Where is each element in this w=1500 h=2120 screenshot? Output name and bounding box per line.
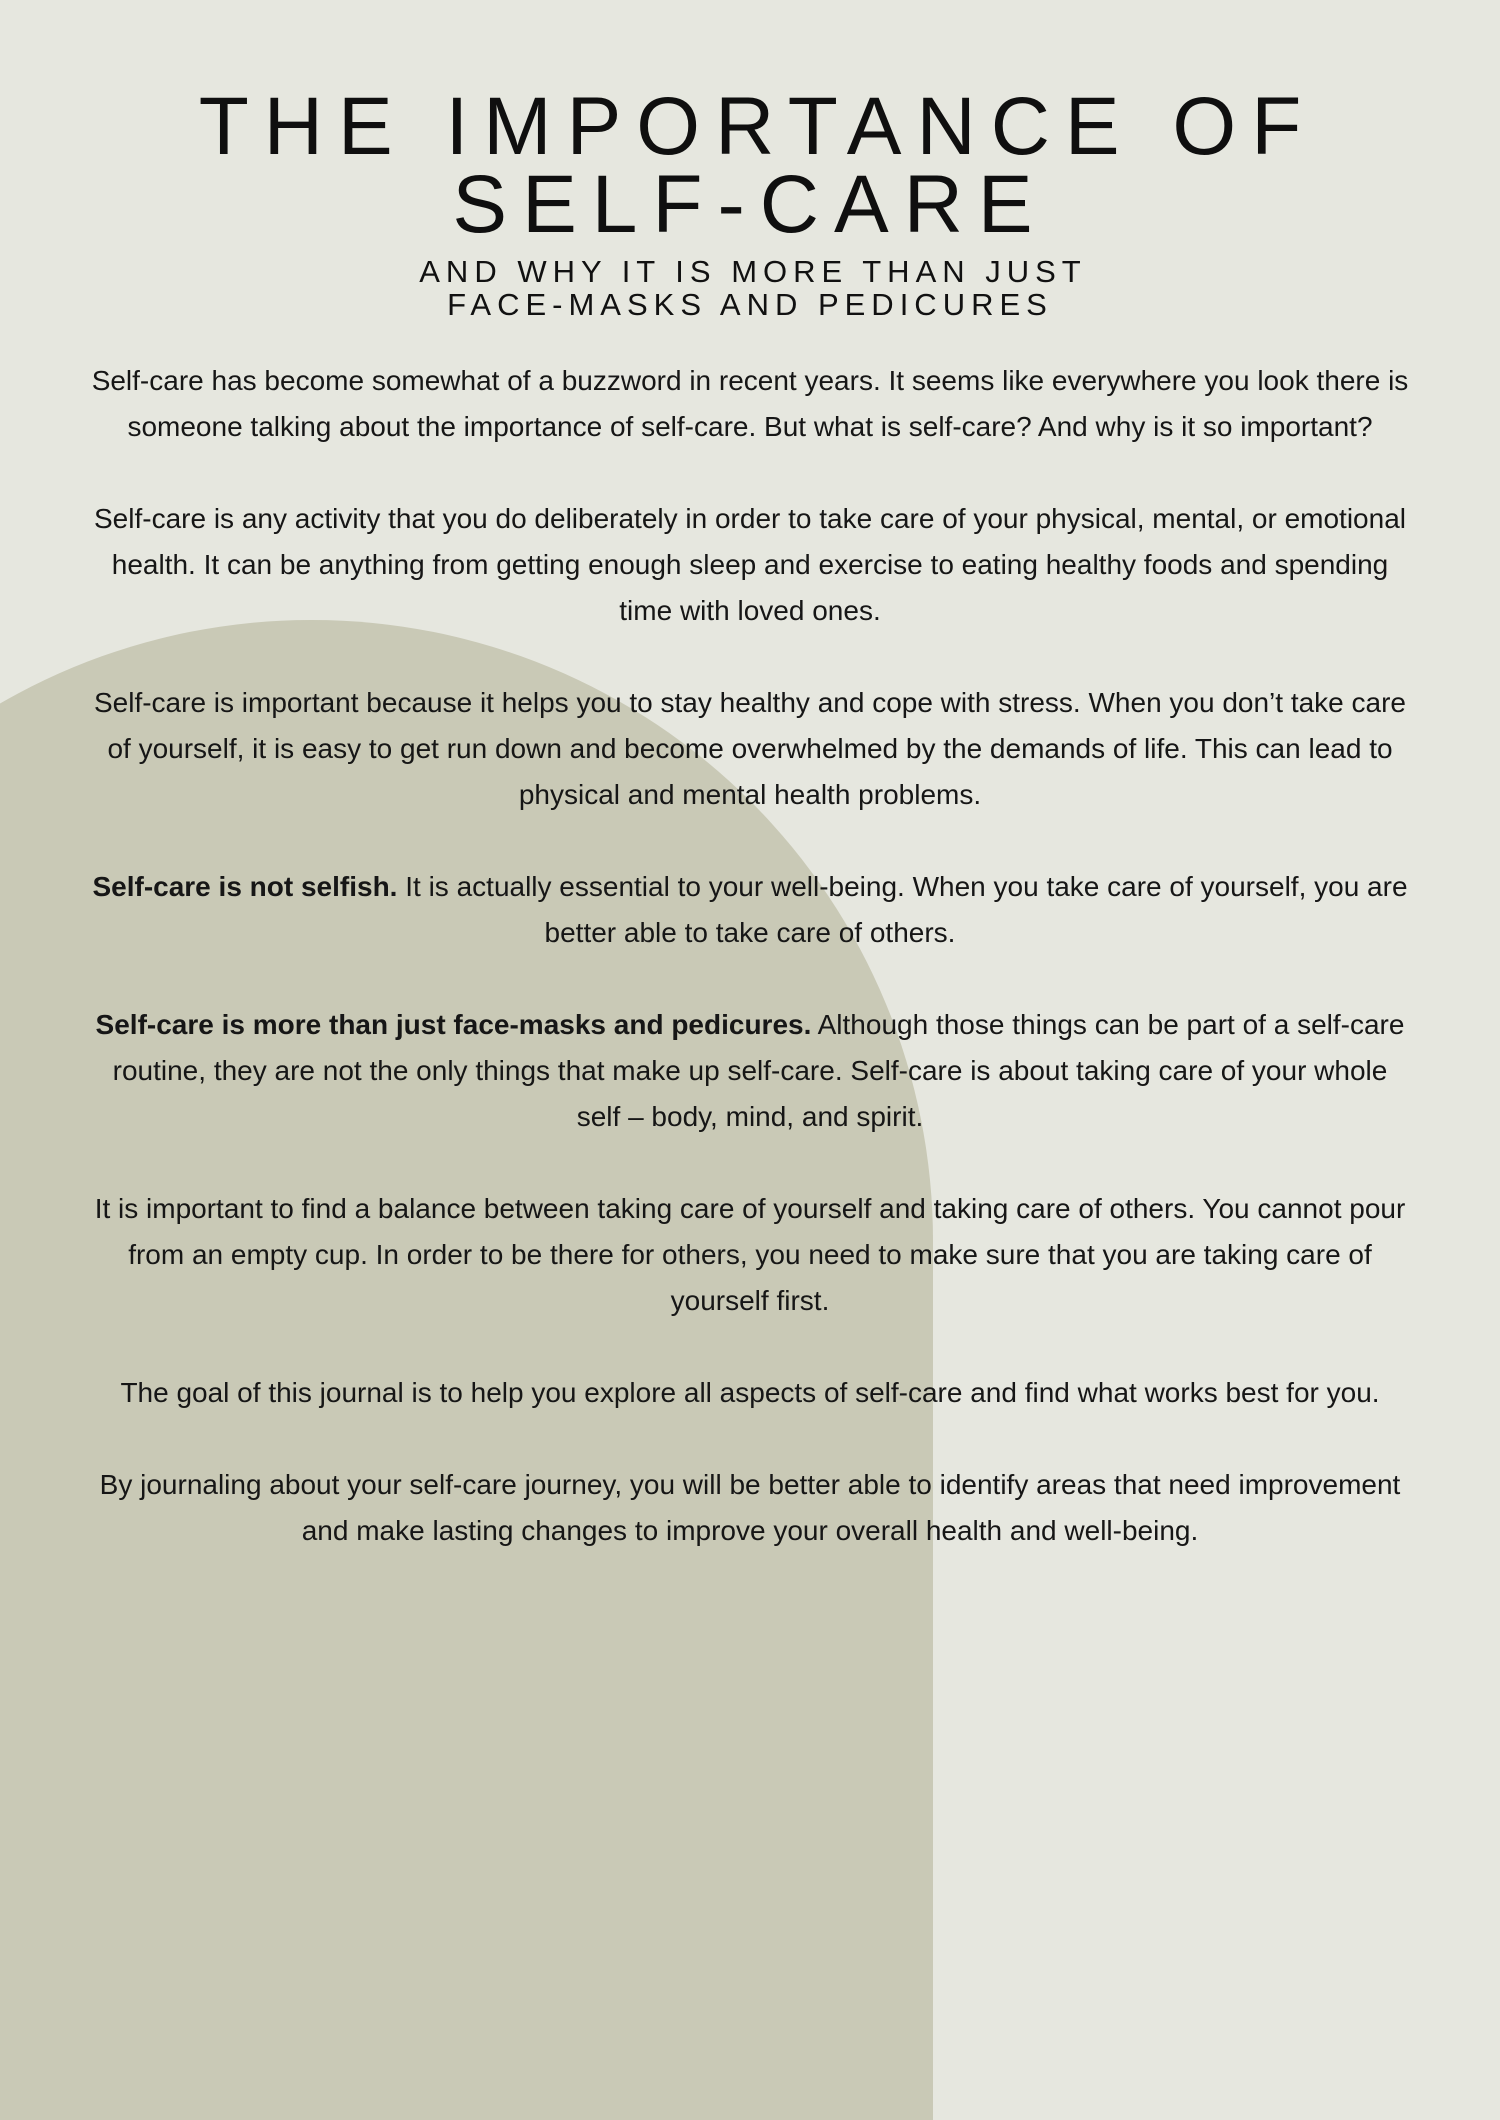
paragraph-4-text: It is actually essential to your well-being. When you take care of yourself, you are better able to take care of others.	[397, 871, 1408, 948]
paragraph-3: Self-care is important because it helps you to stay healthy and cope with stress. When you don’t take care of yourself, it is easy to get run down and become overwhelmed by the demands of life. This can lead to physical and mental health problems.	[93, 687, 1407, 810]
title-line-1: THE IMPORTANCE OF	[198, 81, 1317, 172]
paragraph-2: Self-care is any activity that you do deliberately in order to take care of your physical, mental, or emotional health. It can be anything from getting enough sleep and exercise to eating healthy foods and spending time with loved ones.	[94, 503, 1406, 626]
paragraph-7: The goal of this journal is to help you explore all aspects of self-care and find what works best for you.	[120, 1377, 1380, 1408]
paragraph-4	[90, 864, 1410, 956]
paragraph-6: It is important to find a balance between taking care of yourself and taking care of others. You cannot pour from an empty cup. In order to be there for others, you need to make sure that you are taking care of yourself first.	[94, 1193, 1406, 1316]
body-text	[90, 358, 1410, 1600]
page-title	[0, 81, 1500, 250]
title-line-2: SELF-CARE	[452, 159, 1048, 250]
paragraph-4-emphasis: Self-care is not selfish.	[92, 871, 398, 902]
paragraph-5	[90, 1002, 1410, 1140]
paragraph-5-text: Although those things can be part of a self-care routine, they are not the only things that make up self-care. Self-care is about taking care of your whole self – body, mind, and spirit.	[112, 1009, 1405, 1132]
paragraph-5-emphasis: Self-care is more than just face-masks and pedicures.	[95, 1009, 812, 1040]
subtitle-line-1: AND WHY IT IS MORE THAN JUST	[419, 254, 1087, 289]
subtitle-line-2: FACE-MASKS AND PEDICURES	[447, 287, 1053, 322]
paragraph-8: By journaling about your self-care journey, you will be better able to identify areas that need improvement and make lasting changes to improve your overall health and well-being.	[99, 1469, 1401, 1546]
paragraph-1: Self-care has become somewhat of a buzzword in recent years. It seems like everywhere you look there is someone talking about the importance of self-care. But what is self-care? And why is it so important?	[91, 365, 1409, 442]
page-subtitle	[0, 255, 1500, 321]
